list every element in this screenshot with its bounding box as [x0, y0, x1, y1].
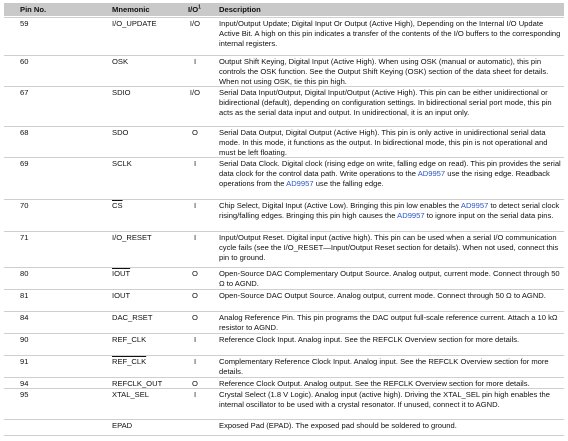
- description: Input/Output Reset. Digital input (active high). This pin can be used when a serial I/O communication cycle fails (see the I/O_RESET—Input/Output Reset section for details). When not used, connect this pin to ground.: [219, 233, 559, 263]
- part-number-link[interactable]: AD9957: [286, 179, 314, 189]
- part-number-link[interactable]: AD9957: [417, 169, 446, 179]
- pin-number: 94: [20, 379, 29, 388]
- description: Open-Source DAC Output Source. Analog output, current mode. Connect through 50 Ω to AGND.: [219, 291, 546, 300]
- table-row: [4, 199, 564, 232]
- table-row: [4, 333, 564, 356]
- table-row: [4, 388, 564, 420]
- io-type: I: [193, 233, 197, 242]
- io-type: O: [192, 291, 198, 300]
- table-row: [4, 126, 564, 158]
- mnemonic: SDO: [112, 128, 129, 137]
- description: Exposed Pad (EPAD). The exposed pad should be soldered to ground.: [219, 421, 457, 430]
- pin-number: 81: [20, 291, 29, 300]
- header-pin-no: Pin No.: [20, 5, 47, 14]
- pin-number: 69: [20, 159, 29, 168]
- io-type: I: [193, 357, 197, 366]
- pin-number: 70: [20, 201, 29, 210]
- header-io-text: I/O: [188, 5, 199, 14]
- part-number-link[interactable]: AD9957: [460, 201, 489, 210]
- pin-number: 80: [20, 269, 29, 278]
- io-type: O: [192, 269, 198, 278]
- mnemonic: REF_CLK: [112, 335, 147, 344]
- table-bottom-rule: [4, 435, 564, 436]
- mnemonic: OSK: [112, 57, 129, 66]
- mnemonic: IOUT: [112, 291, 131, 300]
- description: Serial Data Clock. Digital clock (rising edge on write, falling edge on read). This pin provides the serial data clock for the control data path. Write operations to the AD9957 use the rising edge. Readback operations from the AD9957 use the falling edge.: [219, 159, 561, 189]
- mnemonic: REF_CLK: [112, 357, 147, 366]
- table-row: [4, 267, 564, 290]
- io-type: I/O: [189, 88, 201, 97]
- table-row: [4, 157, 564, 200]
- part-number-link[interactable]: AD9957: [397, 211, 425, 221]
- mnemonic: EPAD: [112, 421, 133, 430]
- description: Open-Source DAC Complementary Output Source. Analog output, current mode. Connect through 50 Ω to AGND.: [219, 269, 560, 289]
- table-row: [4, 419, 564, 436]
- description: Serial Data Output, Digital Output (Active High). This pin is only active in unidirectional serial data mode. In this mode, it functions as the output. In bidirectional mode, this pin is not operational and must be left floating.: [219, 128, 548, 158]
- table-row: [4, 231, 564, 268]
- description: Crystal Select (1.8 V Logic). Analog input (active high). Driving the XTAL_SEL pin high enables the internal oscillator to be used with a crystal resonator. If unused, connect it to AGND.: [219, 390, 550, 410]
- table-row: [4, 55, 564, 87]
- table-row: [4, 289, 564, 312]
- table-row: [4, 355, 564, 378]
- description: Chip Select, Digital Input (Active Low). Bringing this pin low enables the AD9957 to detect serial clock rising/falling edges. Bringing this pin high causes the AD9957 to ignore input on the serial data pins.: [219, 201, 560, 221]
- description: Complementary Reference Clock Input. Analog input. See the REFCLK Overview section for more details.: [219, 357, 549, 377]
- pin-number: 84: [20, 313, 29, 322]
- table-row: [4, 311, 564, 334]
- description: Reference Clock Input. Analog input. See the REFCLK Overview section for more details.: [219, 335, 520, 344]
- mnemonic: I/O_RESET: [112, 233, 152, 242]
- io-type: O: [192, 313, 198, 322]
- description: Serial Data Input/Output, Digital Input/Output (Active High). This pin can be either unidirectional or bidirectional (default), depending on configuration settings. In bidirectional serial port mode, this pin acts as the serial data input and output. In unidirectional, it is an input only.: [219, 88, 552, 118]
- io-type: I: [193, 201, 197, 210]
- mnemonic: IOUT: [112, 269, 131, 278]
- header-io: [188, 4, 201, 15]
- io-type: I: [193, 335, 197, 344]
- io-type: I/O: [189, 19, 201, 28]
- mnemonic: DAC_RSET: [112, 313, 153, 322]
- pin-number: 68: [20, 128, 29, 137]
- table-header: [4, 3, 564, 16]
- pin-number: 59: [20, 19, 29, 28]
- description: Output Shift Keying, Digital Input (Active High). When using OSK (manual or automatic), this pin controls the OSK function. See the Output Shift Keying (OSK) section of the data sheet for details. When not using OSK, tie this pin high.: [219, 57, 549, 87]
- mnemonic: SDIO: [112, 88, 131, 97]
- mnemonic: $\overline{CS}$: [112, 201, 123, 210]
- pin-number: 71: [20, 233, 29, 242]
- pin-number: 60: [20, 57, 29, 66]
- mnemonic: I/O_UPDATE: [112, 19, 157, 28]
- io-type: I: [193, 390, 197, 399]
- io-type: I: [193, 57, 197, 66]
- header-description: Description: [219, 5, 261, 14]
- io-type: O: [192, 379, 198, 388]
- pin-number: 91: [20, 357, 29, 366]
- header-io-footnote: 1: [198, 4, 201, 11]
- io-type: O: [192, 128, 198, 137]
- io-type: I: [193, 159, 197, 168]
- mnemonic: XTAL_SEL: [112, 390, 150, 399]
- table-row: [4, 17, 564, 56]
- pin-number: 95: [20, 390, 29, 399]
- pin-number: 90: [20, 335, 29, 344]
- header-mnemonic: Mnemonic: [112, 5, 150, 14]
- description: Analog Reference Pin. This pin programs the DAC output full-scale reference current. Attach a 10 kΩ resistor to AGND.: [219, 313, 558, 333]
- mnemonic: REFCLK_OUT: [112, 379, 163, 388]
- description: Reference Clock Output. Analog output. See the REFCLK Overview section for more details.: [219, 379, 530, 388]
- table-row: [4, 86, 564, 127]
- mnemonic: SCLK: [112, 159, 132, 168]
- description: Input/Output Update; Digital Input Or Output (Active High), Depending on the Internal I/O Update Active Bit. A high on this pin indicates a transfer of the contents of the I/O buffers to the corresponding internal registers.: [219, 19, 561, 49]
- pin-number: 67: [20, 88, 29, 97]
